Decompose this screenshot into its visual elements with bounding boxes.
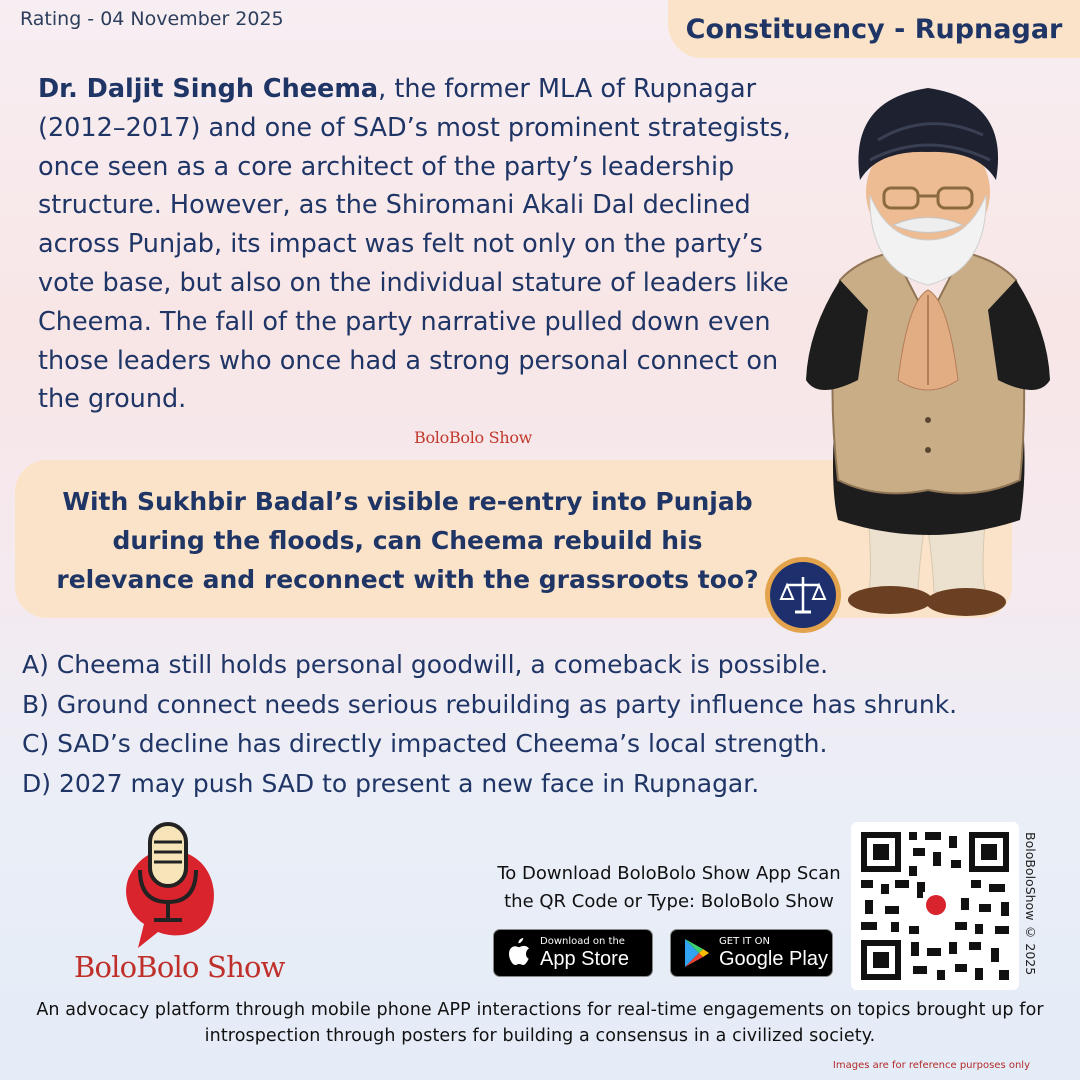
download-instructions: To Download BoloBolo Show App Scan the QR Code or Type: BoloBolo Show bbox=[497, 863, 841, 912]
google-play-button[interactable] bbox=[670, 929, 833, 977]
tagline: An advocacy platform through mobile phone APP interactions for real-time engagements on topics brought up for introspection through posters for building a consensus in a civilized society. bbox=[36, 1000, 1044, 1046]
google-play-small-label: GET IT ON bbox=[719, 936, 770, 947]
intro-paragraph bbox=[38, 70, 813, 419]
google-play-label: Google Play bbox=[719, 948, 828, 970]
watermark: BoloBolo Show bbox=[414, 428, 533, 447]
justice-scale-icon bbox=[763, 555, 843, 635]
microphone-icon bbox=[118, 820, 218, 970]
answer-options bbox=[22, 645, 1072, 803]
app-store-small-label: Download on the bbox=[540, 936, 625, 947]
app-store-label: App Store bbox=[540, 948, 629, 970]
option-c[interactable]: C) SAD’s decline has directly impacted Cheema’s local strength. bbox=[22, 729, 828, 758]
copyright-vertical: BoloBoloShow © 2025 bbox=[1023, 832, 1038, 976]
option-a[interactable]: A) Cheema still holds personal goodwill, a comeback is possible. bbox=[22, 650, 829, 679]
play-store-icon bbox=[683, 938, 711, 968]
app-store-button[interactable] bbox=[493, 929, 653, 977]
constituency-banner: Constituency - Rupnagar bbox=[668, 0, 1080, 58]
portrait-illustration bbox=[798, 80, 1058, 628]
disclaimer: Images are for reference purposes only bbox=[832, 1060, 1030, 1071]
qr-code[interactable] bbox=[851, 822, 1019, 990]
rating-date: Rating - 04 November 2025 bbox=[20, 8, 284, 30]
apple-icon bbox=[506, 938, 532, 968]
option-d[interactable]: D) 2027 may push SAD to present a new face in Rupnagar. bbox=[22, 768, 760, 798]
option-b[interactable]: B) Ground connect needs serious rebuilding as party influence has shrunk. bbox=[22, 689, 958, 719]
brand-logo-text: BoloBolo Show bbox=[74, 950, 285, 984]
poll-question: With Sukhbir Badal’s visible re-entry into Punjab during the floods, can Cheema rebuild his relevance and reconnect with the grassroots too? bbox=[56, 487, 759, 594]
leader-name: Dr. Daljit Singh Cheema bbox=[38, 74, 379, 104]
intro-text: , the former MLA of Rupnagar (2012–2017) and one of SAD’s most prominent strategists, once seen as a core architect of the party’s leadership structure. However, as the Shiromani Akali Dal declined across Punjab, its impact was felt not only on the party’s vote base, but also on the individual stature of leaders like Cheema. The fall of the party narrative pulled down even those leaders who once had a strong personal connect on the ground. bbox=[38, 74, 791, 415]
